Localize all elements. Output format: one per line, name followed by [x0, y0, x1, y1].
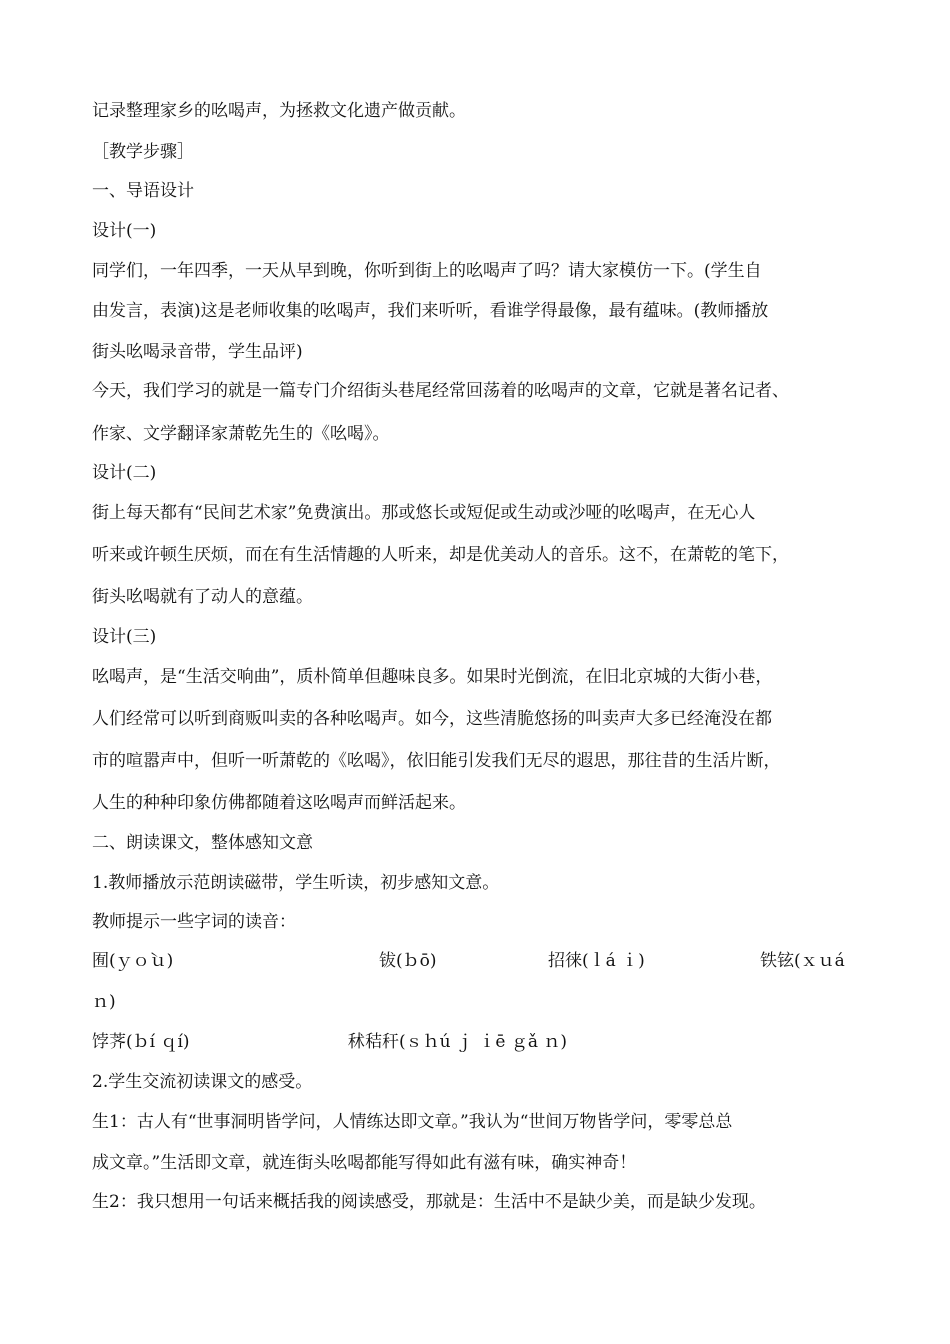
text-line: 市的喧嚣声中，但听一听萧乾的《吆喝》，依旧能引发我们无尽的遐思，那往昔的生活片断， [92, 751, 781, 771]
pinyin-item: 饽荠(ｂí ｑí) [92, 1032, 190, 1052]
text-line: 1.教师播放示范朗读磁带，学生听读，初步感知文意。 [92, 873, 500, 893]
text-line: 生2：我只想用一句话来概括我的阅读感受，那就是：生活中不是缺少美，而是缺少发现。 [92, 1192, 766, 1212]
text-line: 听来或许顿生厌烦，而在有生活情趣的人听来，却是优美动人的音乐。这不，在萧乾的笔下， [92, 545, 789, 565]
pinyin-row [92, 1030, 882, 1054]
section-heading: 二、朗读课文，整体感知文意 [92, 833, 313, 853]
text-line: 吆喝声，是“生活交响曲”，质朴简单但趣味良多。如果时光倒流，在旧北京城的大街小巷， [92, 667, 773, 687]
text-line: 人生的种种印象仿佛都随着这吆喝声而鲜活起来。 [92, 793, 466, 813]
pinyin-item: 秫秸秆(ｓｈú ｊ ｉē ｇǎ ｎ) [348, 1032, 568, 1052]
pinyin-item: 囿(ｙｏ̀ｕ) [92, 951, 174, 971]
text-line: 由发言，表演)这是老师收集的吆喝声，我们来听听，看谁学得最像，最有蕴味。(教师播放 [92, 301, 769, 321]
text-line: 今天，我们学习的就是一篇专门介绍街头巷尾经常回荡着的吆喝声的文章，它就是著名记者、 [92, 381, 789, 401]
text-line: 街上每天都有“民间艺术家”免费演出。那或悠长或短促或生动或沙哑的吆喝声，在无心人 [92, 503, 756, 523]
text-line: 街头吆喝录音带，学生品评) [92, 342, 303, 362]
section-heading: ［教学步骤］ [92, 142, 194, 162]
text-line: 记录整理家乡的吆喝声，为拯救文化遗产做贡献。 [92, 101, 466, 121]
subsection-heading: 设计(一) [92, 221, 157, 241]
text-line: 同学们，一年四季，一天从早到晚，你听到街上的吆喝声了吗？请大家模仿一下。(学生自 [92, 261, 762, 281]
text-line: 作家、文学翻译家萧乾先生的《吆喝》。 [92, 424, 390, 444]
section-heading: 一、导语设计 [92, 181, 194, 201]
text-line: 2.学生交流初读课文的感受。 [92, 1072, 313, 1092]
text-line: 教师提示一些字词的读音： [92, 912, 296, 932]
pinyin-item: 招徕(ｌá ｉ) [548, 951, 645, 971]
text-line: 成文章。”生活即文章，就连街头吆喝都能写得如此有滋有味，确实神奇！ [92, 1153, 637, 1173]
subsection-heading: 设计(二) [92, 463, 157, 483]
text-line: 生1：古人有“世事洞明皆学问，人情练达即文章。”我认为“世间万物皆学问，零零总总 [92, 1112, 733, 1132]
pinyin-row [92, 949, 882, 973]
pinyin-item: 铁铉(ｘｕá [760, 951, 845, 971]
text-line: 街头吆喝就有了动人的意蕴。 [92, 587, 313, 607]
subsection-heading: 设计(三) [92, 627, 157, 647]
text-line: 人们经常可以听到商贩叫卖的各种吆喝声。如今，这些清脆悠扬的叫卖声大多已经淹没在都 [92, 709, 772, 729]
pinyin-continuation: ｎ) [92, 992, 116, 1012]
pinyin-item: 钹(ｂō) [379, 951, 437, 971]
